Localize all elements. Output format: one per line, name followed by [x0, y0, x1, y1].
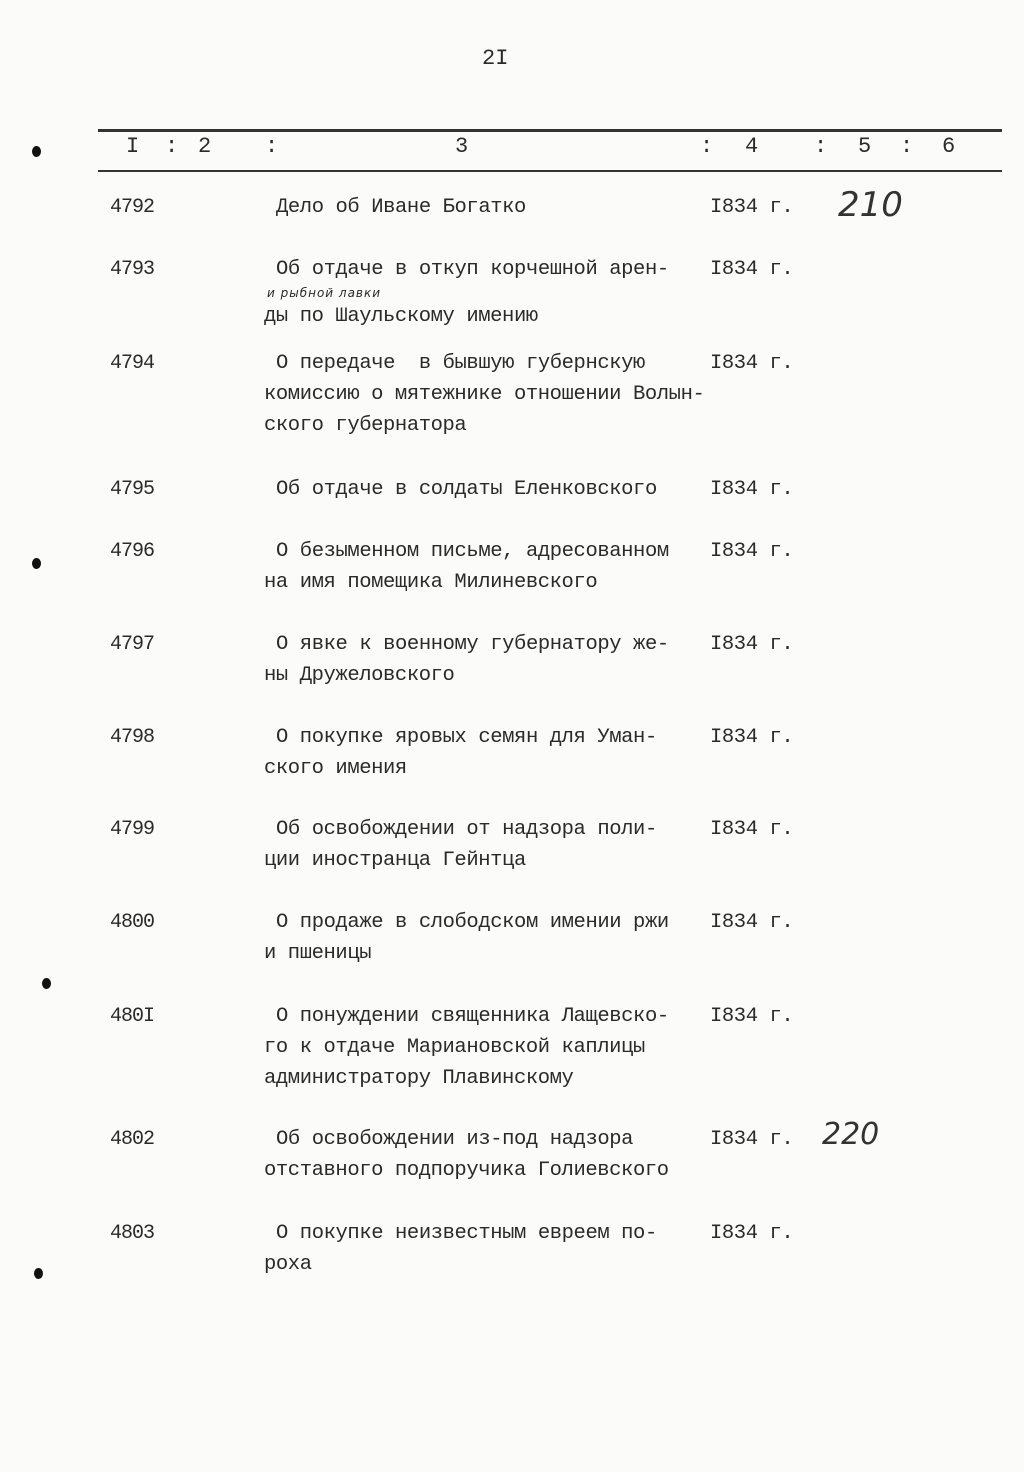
case-year: I834 г.: [710, 478, 794, 501]
case-title-line: Об отдаче в солдаты Еленковского: [276, 478, 657, 501]
column-header: 5: [858, 134, 872, 159]
case-year: I834 г.: [710, 258, 794, 281]
column-header: I: [126, 134, 140, 159]
handwritten-folio-number: 210: [838, 185, 903, 225]
case-title-line: О покупке неизвестным евреем по-: [276, 1222, 657, 1245]
header-bottom-rule: [98, 170, 1002, 172]
case-year: I834 г.: [710, 633, 794, 656]
case-title-line: ции иностранца Гейнтца: [264, 849, 526, 872]
case-title-line: и пшеницы: [264, 942, 372, 965]
case-number: 4795: [110, 478, 155, 501]
case-year: I834 г.: [710, 726, 794, 749]
column-header: 3: [455, 134, 469, 159]
case-title-line: отставного подпоручика Голиевского: [264, 1159, 669, 1182]
case-year: I834 г.: [710, 1222, 794, 1245]
case-number: 4793: [110, 258, 155, 281]
case-title-line: го к отдаче Мариановской каплицы: [264, 1036, 645, 1059]
case-title-line: О понуждении священника Лащевско-: [276, 1005, 669, 1028]
case-title-line: ского губернатора: [264, 414, 467, 437]
case-title-line: администратору Плавинскому: [264, 1067, 574, 1090]
case-title-line: О явке к военному губернатору же-: [276, 633, 669, 656]
case-title-line: О продаже в слободском имении ржи: [276, 911, 669, 934]
case-title-line: Об освобождении из-под надзора: [276, 1128, 634, 1151]
case-title-line: ды по Шаульскому имению: [264, 305, 538, 328]
punch-hole-mark: [32, 558, 41, 569]
case-number: 480I: [110, 1005, 155, 1028]
case-number: 4792: [110, 196, 155, 219]
case-title-line: О безыменном письме, адресованном: [276, 540, 669, 563]
case-number: 4803: [110, 1222, 155, 1245]
column-separator: :: [265, 134, 279, 159]
case-title-line: комиссию о мятежнике отношении Волын-: [264, 383, 705, 406]
case-number: 4796: [110, 540, 155, 563]
handwritten-folio-number: 220: [822, 1117, 880, 1152]
case-title-line: О покупке яровых семян для Уман-: [276, 726, 657, 749]
case-year: I834 г.: [710, 911, 794, 934]
column-separator: :: [165, 134, 179, 159]
page-number: 2I: [482, 46, 509, 71]
case-title-line: ского имения: [264, 757, 407, 780]
column-header: 2: [198, 134, 212, 159]
case-number: 4800: [110, 911, 155, 934]
case-title-line: Об освобождении от надзора поли-: [276, 818, 657, 841]
case-number: 4798: [110, 726, 155, 749]
case-title-line: Об отдаче в откуп корчешной арен-: [276, 258, 669, 281]
punch-hole-mark: [42, 978, 51, 989]
case-number: 4797: [110, 633, 155, 656]
case-year: I834 г.: [710, 1005, 794, 1028]
handwritten-insertion: и рыбной лавки: [267, 286, 382, 300]
column-separator: :: [814, 134, 828, 159]
case-number: 4802: [110, 1128, 155, 1151]
case-year: I834 г.: [710, 196, 794, 219]
case-number: 4794: [110, 352, 155, 375]
case-number: 4799: [110, 818, 155, 841]
punch-hole-mark: [32, 146, 41, 157]
column-header: 4: [745, 134, 759, 159]
case-year: I834 г.: [710, 352, 794, 375]
case-title-line: на имя помещика Милиневского: [264, 571, 598, 594]
case-title-line: О передаче в бывшую губернскую: [276, 352, 645, 375]
column-header: 6: [942, 134, 956, 159]
case-title-line: Дело об Иване Богатко: [276, 196, 526, 219]
case-year: I834 г.: [710, 818, 794, 841]
column-separator: :: [700, 134, 714, 159]
case-year: I834 г.: [710, 540, 794, 563]
column-separator: :: [900, 134, 914, 159]
punch-hole-mark: [34, 1268, 43, 1279]
case-year: I834 г.: [710, 1128, 794, 1151]
case-title-line: ны Дружеловского: [264, 664, 455, 687]
header-top-rule: [98, 129, 1002, 132]
case-title-line: роха: [264, 1253, 312, 1276]
